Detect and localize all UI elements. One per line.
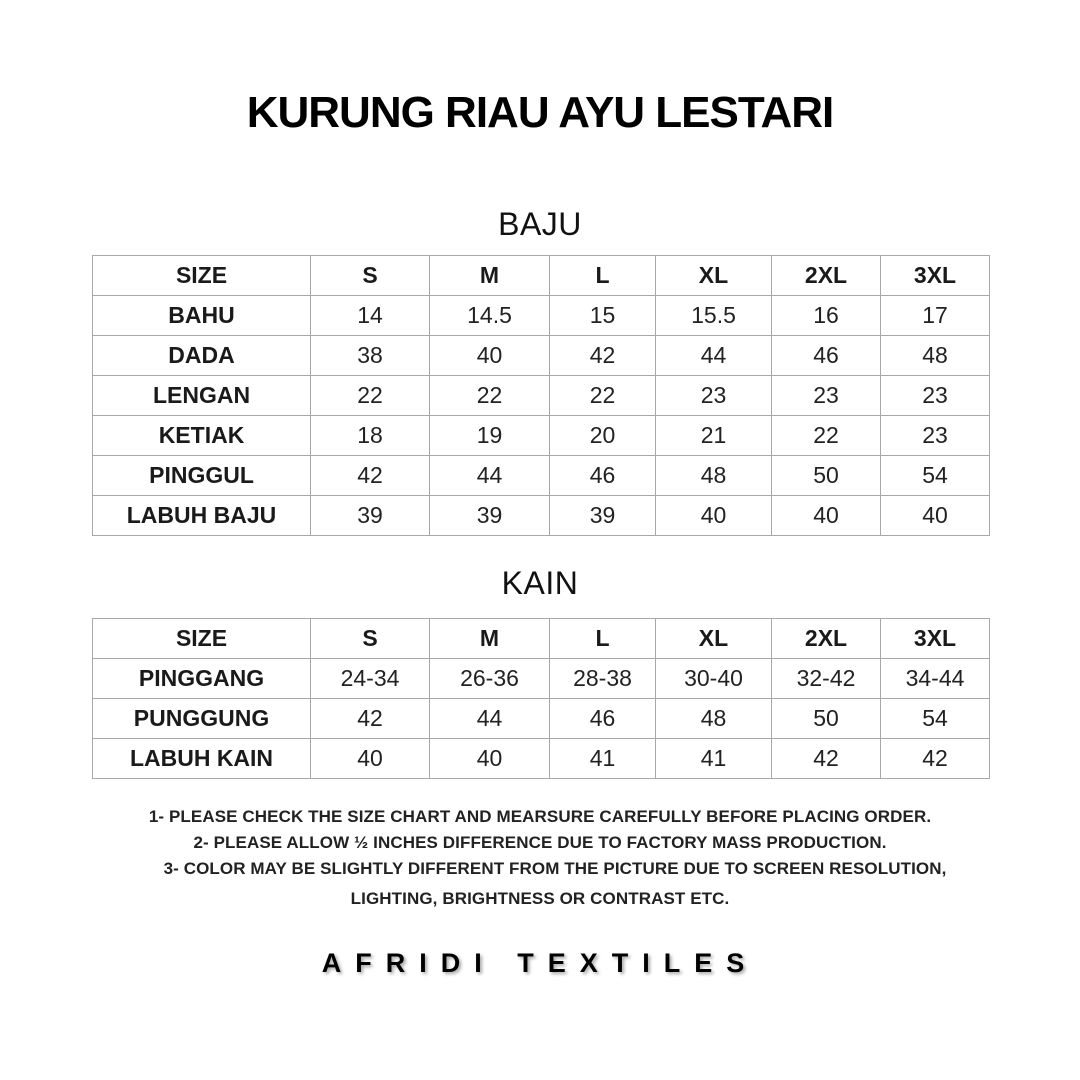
size-header-cell: 3XL: [881, 619, 990, 659]
measurement-value: 46: [550, 699, 656, 739]
measurement-label: LENGAN: [93, 376, 311, 416]
note-line: 2- PLEASE ALLOW ½ INCHES DIFFERENCE DUE TO FACTORY MASS PRODUCTION.: [193, 833, 887, 852]
table-row: [93, 376, 990, 416]
table-row: [93, 739, 990, 779]
table-row: [93, 699, 990, 739]
size-header-cell: 2XL: [772, 256, 881, 296]
size-header-cell: XL: [656, 619, 772, 659]
notes-block: [0, 804, 1080, 916]
measurement-value: 26-36: [430, 659, 550, 699]
size-header-cell: M: [430, 619, 550, 659]
kain-size-table: [92, 618, 990, 779]
measurement-value: 40: [656, 496, 772, 536]
table-row: [93, 336, 990, 376]
measurement-value: 41: [656, 739, 772, 779]
size-header-cell: M: [430, 256, 550, 296]
size-header-cell: S: [311, 256, 430, 296]
measurement-value: 39: [311, 496, 430, 536]
measurement-label: LABUH BAJU: [93, 496, 311, 536]
measurement-value: 24-34: [311, 659, 430, 699]
measurement-value: 42: [311, 699, 430, 739]
measurement-value: 50: [772, 456, 881, 496]
size-header-cell: S: [311, 619, 430, 659]
measurement-value: 32-42: [772, 659, 881, 699]
note-line: 1- PLEASE CHECK THE SIZE CHART AND MEARSURE CAREFULLY BEFORE PLACING ORDER.: [148, 807, 932, 826]
measurement-value: 40: [430, 739, 550, 779]
measurement-value: 19: [430, 416, 550, 456]
measurement-value: 28-38: [550, 659, 656, 699]
measurement-label: PINGGUL: [93, 456, 311, 496]
measurement-value: 40: [772, 496, 881, 536]
measurement-value: 38: [311, 336, 430, 376]
baju-header-row: [93, 256, 990, 296]
measurement-value: 23: [881, 376, 990, 416]
size-header-cell: L: [550, 256, 656, 296]
measurement-value: 46: [550, 456, 656, 496]
measurement-value: 42: [311, 456, 430, 496]
note-line: 3- COLOR MAY BE SLIGHTLY DIFFERENT FROM THE PICTURE DUE TO SCREEN RESOLUTION,: [163, 859, 947, 878]
measurement-value: 42: [550, 336, 656, 376]
measurement-value: 15.5: [656, 296, 772, 336]
measurement-value: 41: [550, 739, 656, 779]
measurement-value: 30-40: [656, 659, 772, 699]
size-column-header: SIZE: [93, 619, 311, 659]
measurement-value: 23: [881, 416, 990, 456]
measurement-label: LABUH KAIN: [93, 739, 311, 779]
measurement-value: 42: [772, 739, 881, 779]
measurement-value: 14.5: [430, 296, 550, 336]
page-title: KURUNG RIAU AYU LESTARI: [246, 88, 834, 137]
measurement-label: PUNGGUNG: [93, 699, 311, 739]
brand-name: AFRIDI TEXTILES: [321, 948, 759, 978]
measurement-value: 16: [772, 296, 881, 336]
measurement-value: 20: [550, 416, 656, 456]
measurement-value: 44: [430, 699, 550, 739]
table-row: [93, 456, 990, 496]
measurement-value: 22: [430, 376, 550, 416]
table-row: [93, 659, 990, 699]
measurement-value: 15: [550, 296, 656, 336]
measurement-value: 22: [772, 416, 881, 456]
measurement-value: 48: [656, 456, 772, 496]
table-row: [93, 296, 990, 336]
measurement-value: 39: [550, 496, 656, 536]
measurement-value: 34-44: [881, 659, 990, 699]
kain-table-body: [93, 619, 990, 779]
size-column-header: SIZE: [93, 256, 311, 296]
measurement-value: 54: [881, 456, 990, 496]
measurement-value: 42: [881, 739, 990, 779]
baju-section-title: BAJU: [498, 206, 582, 242]
measurement-value: 39: [430, 496, 550, 536]
table-row: [93, 416, 990, 456]
measurement-value: 23: [656, 376, 772, 416]
kain-section-title: KAIN: [501, 565, 579, 601]
measurement-value: 48: [656, 699, 772, 739]
measurement-value: 22: [550, 376, 656, 416]
measurement-value: 54: [881, 699, 990, 739]
measurement-value: 40: [430, 336, 550, 376]
measurement-value: 40: [881, 496, 990, 536]
baju-size-table: [92, 255, 990, 536]
measurement-label: DADA: [93, 336, 311, 376]
measurement-value: 46: [772, 336, 881, 376]
measurement-value: 48: [881, 336, 990, 376]
measurement-value: 44: [430, 456, 550, 496]
measurement-value: 18: [311, 416, 430, 456]
measurement-value: 17: [881, 296, 990, 336]
measurement-label: PINGGANG: [93, 659, 311, 699]
size-header-cell: L: [550, 619, 656, 659]
measurement-value: 21: [656, 416, 772, 456]
baju-table-body: [93, 256, 990, 536]
measurement-value: 40: [311, 739, 430, 779]
kain-header-row: [93, 619, 990, 659]
measurement-value: 23: [772, 376, 881, 416]
measurement-value: 50: [772, 699, 881, 739]
measurement-label: BAHU: [93, 296, 311, 336]
size-header-cell: 2XL: [772, 619, 881, 659]
measurement-label: KETIAK: [93, 416, 311, 456]
size-header-cell: 3XL: [881, 256, 990, 296]
note-line: LIGHTING, BRIGHTNESS OR CONTRAST ETC.: [350, 889, 730, 908]
table-row: [93, 496, 990, 536]
measurement-value: 22: [311, 376, 430, 416]
measurement-value: 44: [656, 336, 772, 376]
size-header-cell: XL: [656, 256, 772, 296]
measurement-value: 14: [311, 296, 430, 336]
